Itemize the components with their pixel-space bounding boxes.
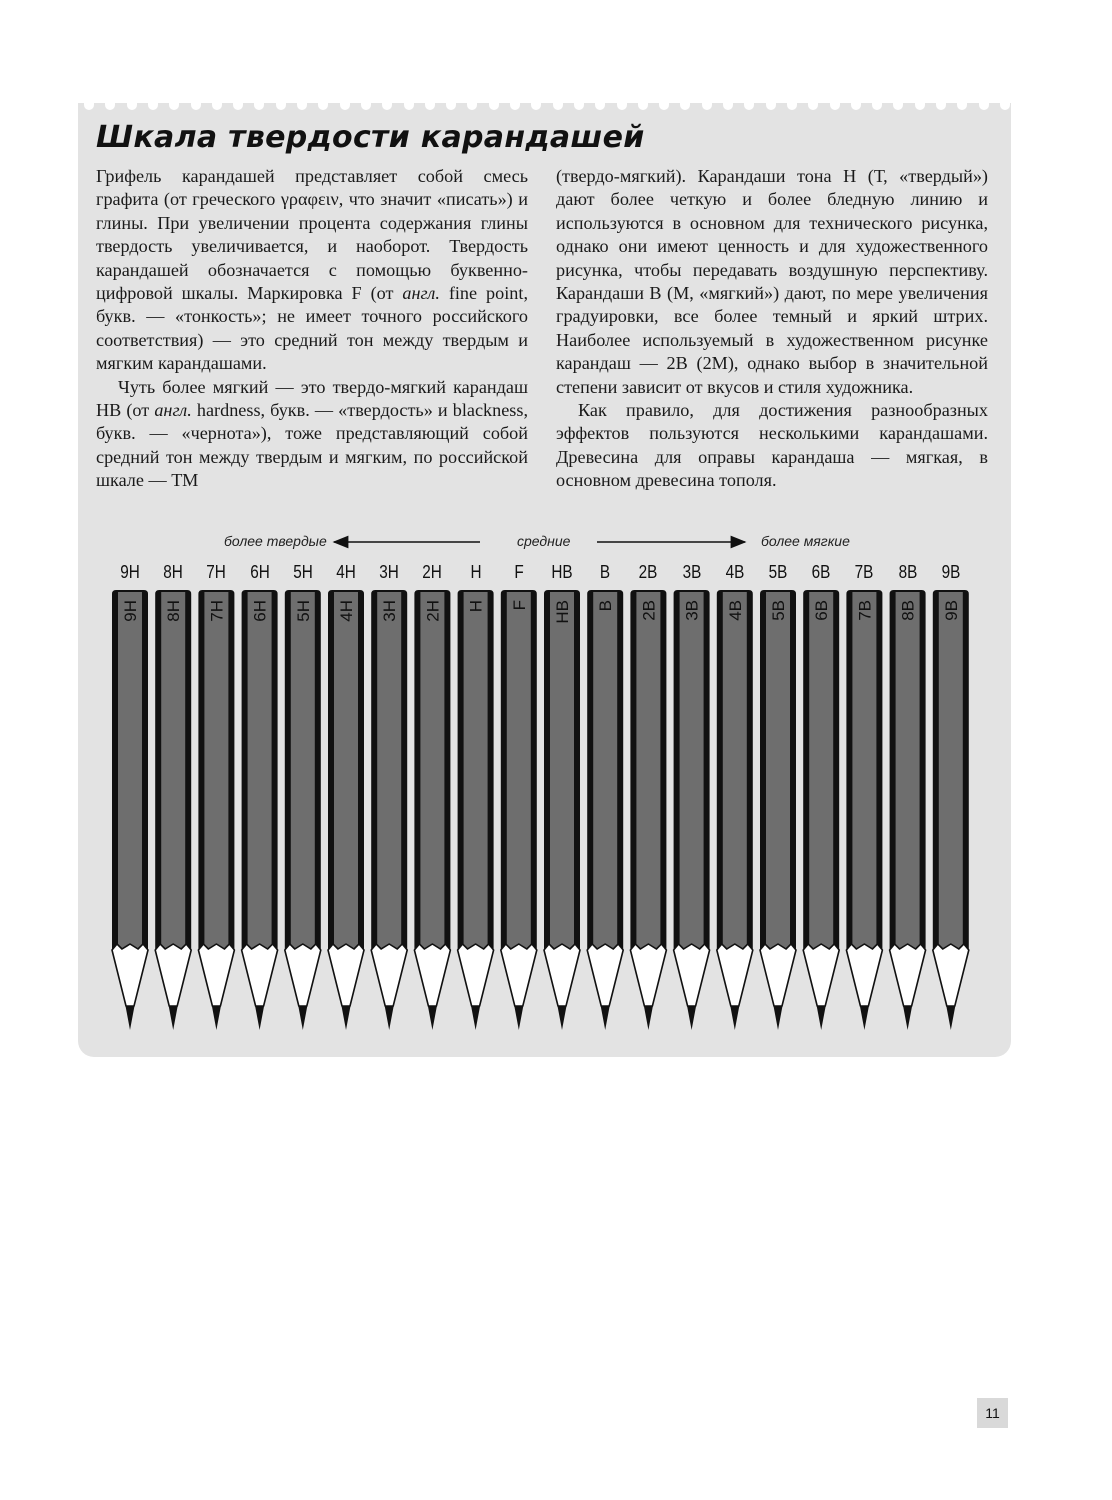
pencil-label-4B: 4B (725, 562, 745, 582)
pencil-wood-tip (458, 944, 494, 1006)
scale-label-harder: более твердые (224, 533, 327, 549)
pencil-8B (890, 590, 926, 1030)
pencil-wood-tip (933, 944, 969, 1006)
pencil-body-label: 7B (855, 600, 875, 621)
pencil-F (501, 590, 537, 1030)
pencil-lead (730, 1006, 739, 1030)
pencil-face (809, 592, 833, 950)
pencil-face (334, 592, 358, 950)
right-para-1: (твердо-мягкий). Карандаши тона H (Т, «твердый») дают более четкую и более бледную линию и используются в основном для технического рисунка, однако они имеют ценность и для художественного рисунка, чтобы передавать воздушную перспективу. Карандаши B (М, «мягкий») дают, по мере увеличения градуировки, все более темный и яркий штрих. Наиболее используемый в художественном рисунке карандаш — 2B (2М), однако выбор в значительной степени зависит от вкусов и стиля художника. (556, 166, 988, 397)
pencil-body-label: 3B (682, 600, 702, 621)
pencil-wood-tip (371, 944, 407, 1006)
italic-term: англ. (154, 400, 192, 421)
pencil-lead (298, 1006, 307, 1030)
pencil-body-label: 3H (380, 600, 400, 622)
pencil-body-label: 4B (725, 600, 745, 621)
pencil-3H (371, 590, 407, 1030)
pencil-7H (198, 590, 234, 1030)
pencil-wood-tip (544, 944, 580, 1006)
pencil-label-6H: 6H (249, 562, 270, 582)
pencil-HB (544, 590, 580, 1030)
pencil-label-5H: 5H (293, 562, 313, 582)
pencil-body-label: 4H (337, 600, 356, 622)
pencil-face (204, 592, 228, 950)
pencil-lead (169, 1006, 178, 1030)
pencil-label-3B: 3B (682, 562, 701, 582)
pencil-label-3H: 3H (379, 562, 399, 582)
pencil-7B (846, 590, 882, 1030)
pencil-body-label: 8B (898, 600, 918, 621)
pencil-label-8B: 8B (898, 562, 917, 582)
page-title: Шкала твердости карандашей (96, 120, 645, 155)
pencil-lead (126, 1006, 135, 1030)
pencil-label-9H: 9H (120, 562, 140, 582)
pencil-lead (212, 1006, 221, 1030)
right-para-2: Как правило, для достижения разнообразных эффектов пользуются несколькими карандашами. Древесина для оправы карандаша — мягкая, в основном древесина тополя. (556, 400, 988, 491)
pencil-face (636, 592, 660, 950)
pencil-face (118, 592, 142, 950)
pencil-lead (471, 1006, 480, 1030)
pencil-2H (414, 590, 450, 1030)
pencil-lead (428, 1006, 437, 1030)
pencil-6B (803, 590, 839, 1030)
pencil-body-label: 8H (164, 600, 184, 622)
pencil-face (550, 592, 574, 950)
pencil-label-8H: 8H (163, 562, 183, 582)
pencil-wood-tip (760, 944, 796, 1006)
pencil-lead (558, 1006, 567, 1030)
pencil-lead (514, 1006, 523, 1030)
pencil-4H (328, 590, 364, 1030)
pencil-face (464, 592, 488, 950)
pencil-lead (946, 1006, 955, 1030)
pencil-label-5B: 5B (768, 562, 788, 582)
italic-term: англ. (402, 283, 440, 304)
scale-label-medium: средние (517, 533, 571, 549)
pencil-body-label: 9H (121, 600, 140, 622)
pencil-label-9B: 9B (941, 562, 961, 582)
pencil-face (939, 592, 963, 950)
pencil-body-label: 2B (639, 600, 659, 621)
pencil-5B (760, 590, 796, 1030)
pencil-wood-tip (242, 944, 278, 1006)
pencil-wood-tip (501, 944, 537, 1006)
pencil-body-label: 9B (941, 600, 961, 621)
pencil-9H (112, 590, 148, 1030)
pencil-wood-tip (587, 944, 623, 1006)
pencil-body-label: 2H (423, 600, 443, 622)
pencil-wood-tip (285, 944, 321, 1006)
pencil-body-label: 6H (250, 600, 270, 622)
pencil-face (723, 592, 747, 950)
pencil-5H (285, 590, 321, 1030)
pencil-body-label: HB (553, 600, 572, 624)
pencil-lead (860, 1006, 869, 1030)
pencil-face (896, 592, 920, 950)
pencil-body-label: H (466, 600, 486, 613)
pencil-face (852, 592, 876, 950)
pencil-lead (601, 1006, 610, 1030)
pencil-face (507, 592, 531, 950)
pencil-B (587, 590, 623, 1030)
pencil-3B (674, 590, 710, 1030)
page-number: 11 (977, 1398, 1008, 1428)
pencil-body-label: 6B (812, 600, 832, 621)
pencil-label-2H: 2H (422, 562, 443, 582)
pencil-body-label: 7H (207, 600, 227, 622)
pencil-body-label: F (509, 600, 529, 611)
pencil-label-F: F (514, 562, 524, 582)
pencil-wood-tip (112, 944, 148, 1006)
pencil-wood-tip (890, 944, 926, 1006)
pencil-body-label: B (596, 600, 616, 612)
pencil-label-HB: HB (551, 562, 573, 582)
pencil-face (377, 592, 401, 950)
pencil-lead (644, 1006, 653, 1030)
pencil-wood-tip (414, 944, 450, 1006)
pencil-wood-tip (674, 944, 710, 1006)
pencil-label-7B: 7B (855, 562, 874, 582)
pencil-face (161, 592, 185, 950)
pencil-wood-tip (717, 944, 753, 1006)
pencil-4B (717, 590, 753, 1030)
pencil-9B (933, 590, 969, 1030)
pencil-face (248, 592, 272, 950)
pencil-lead (687, 1006, 696, 1030)
pencil-label-H: H (470, 562, 482, 582)
pencil-face (680, 592, 704, 950)
pencil-wood-tip (803, 944, 839, 1006)
pencil-label-6B: 6B (811, 562, 831, 582)
pencil-wood-tip (155, 944, 191, 1006)
pencil-wood-tip (846, 944, 882, 1006)
pencil-wood-tip (630, 944, 666, 1006)
pencil-lead (903, 1006, 912, 1030)
pencil-face (593, 592, 617, 950)
scale-label-softer: более мягкие (761, 533, 850, 549)
pencil-label-7H: 7H (206, 562, 227, 582)
pencil-lead (255, 1006, 264, 1030)
pencil-face (766, 592, 790, 950)
pencil-wood-tip (328, 944, 364, 1006)
pencil-H (458, 590, 494, 1030)
pencil-wood-tip (198, 944, 234, 1006)
pencil-6H (242, 590, 278, 1030)
pencil-2B (630, 590, 666, 1030)
pencil-lead (774, 1006, 783, 1030)
pencil-body-label: 5H (293, 600, 313, 622)
pencil-label-4H: 4H (336, 562, 356, 582)
pencil-body-label: 5B (769, 600, 788, 621)
pencil-lead (342, 1006, 351, 1030)
left-para-1: Грифель карандашей представляет собой смесь графита (от греческого γραφειν, что значит «писать») и глины. При увеличении процента содержания глины твердость увеличивается, и наоборот. Твердость карандашей обозначается с помощью буквенно-цифровой шкалы. Маркировка F (от англ. fine point, букв. — «тонкость»; не имеет точного российского соответствия) — это средний тон между твердым и мягким карандашами. (96, 166, 528, 374)
pencil-face (291, 592, 315, 950)
pencil-label-B: B (600, 562, 611, 582)
pencil-label-2B: 2B (639, 562, 658, 582)
pencil-8H (155, 590, 191, 1030)
left-para-2: Чуть более мягкий — это твердо-мягкий карандаш HB (от англ. hardness, букв. — «твердость» и blackness, букв. — «чернота»), тоже представляющий собой средний тон между твердым и мягким, по российской шкале — ТМ (96, 376, 528, 491)
pencil-lead (817, 1006, 826, 1030)
pencil-face (420, 592, 444, 950)
pencil-lead (385, 1006, 394, 1030)
